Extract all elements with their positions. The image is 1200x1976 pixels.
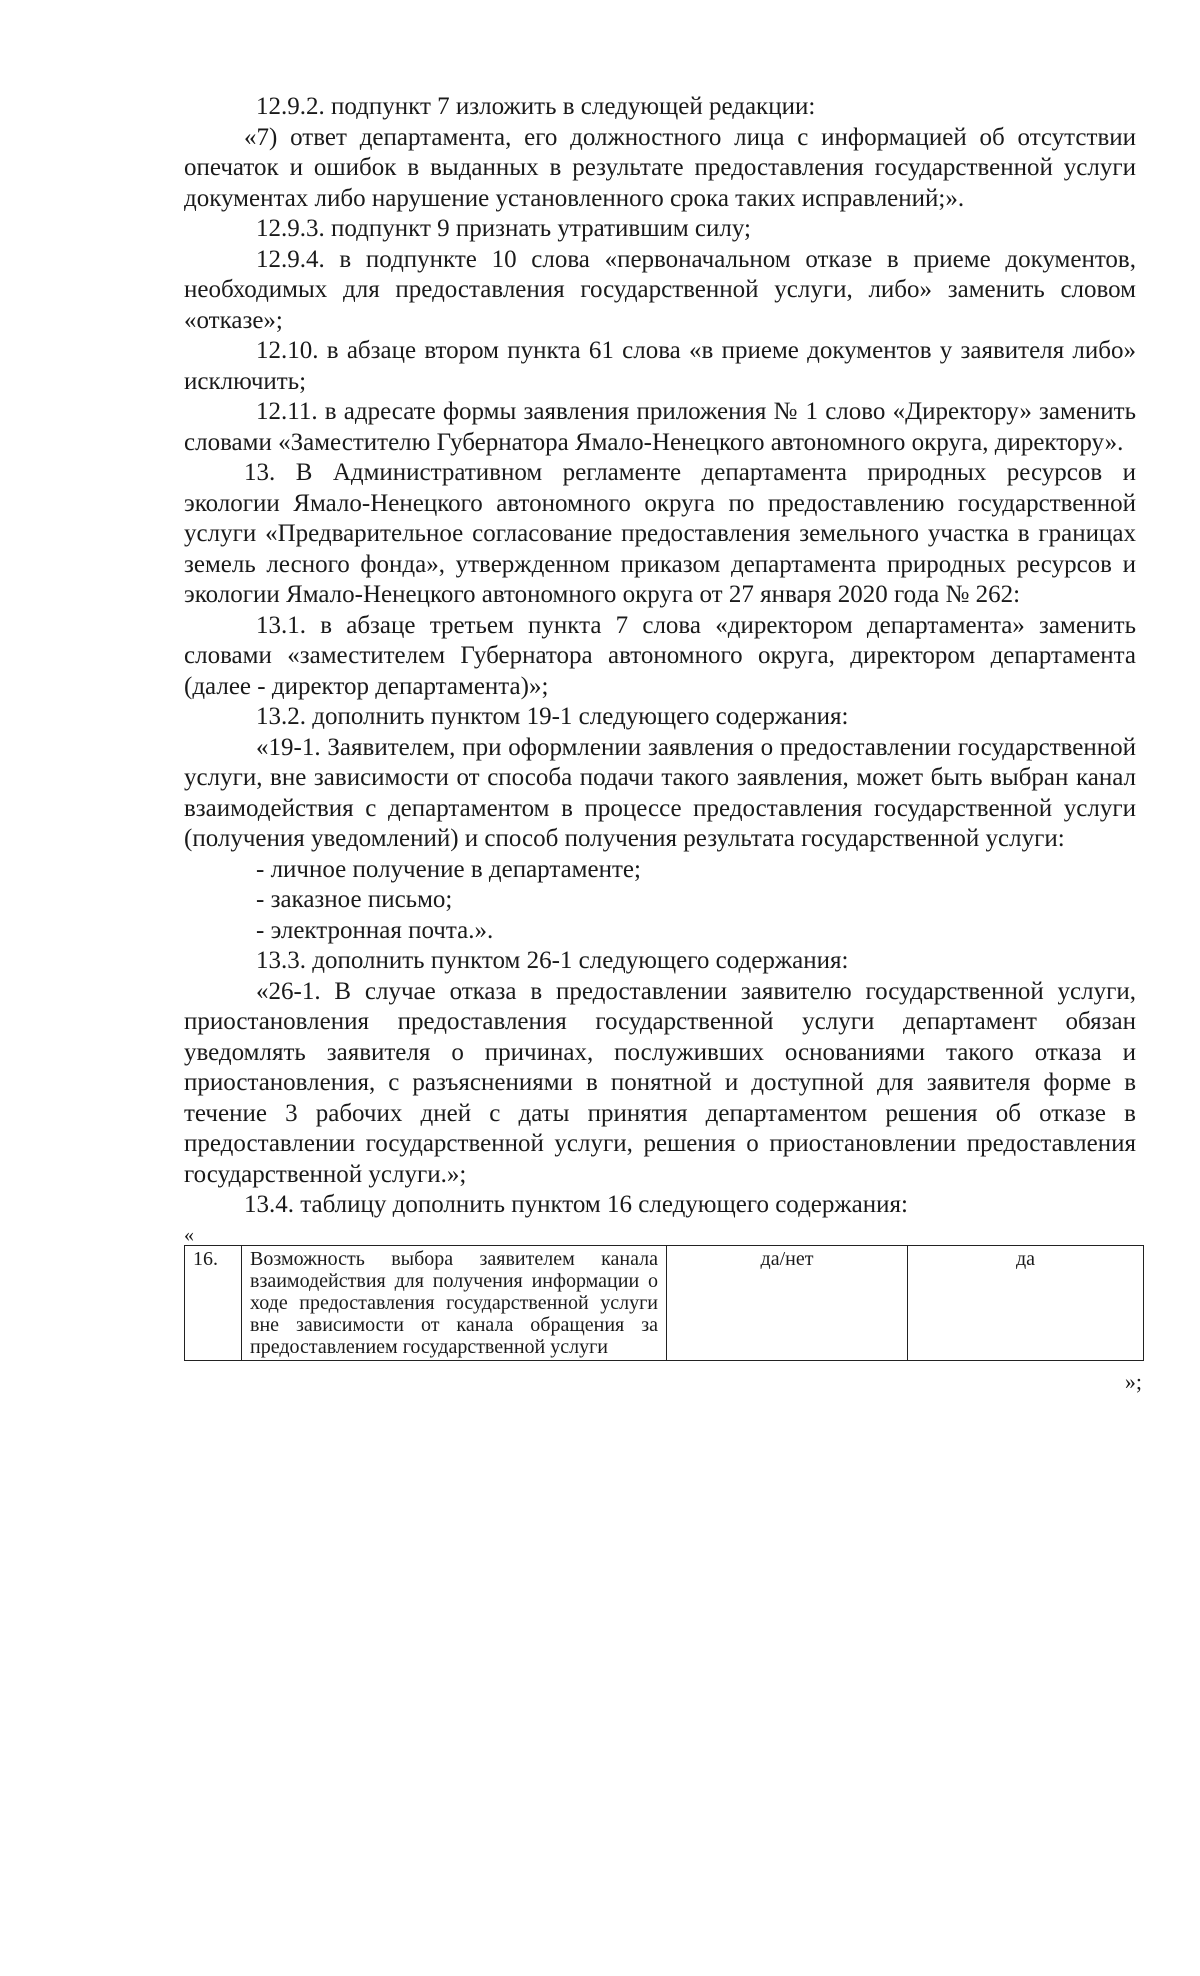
table-row [185,1245,1144,1360]
list-item-email: - электронная почта.». [256,916,494,944]
quote-open-mark: « [184,1223,194,1246]
paragraph-13-3: 13.3. дополнить пунктом 26-1 следующего содержания: [256,947,849,974]
paragraph-13-1: 13.1. в абзаце третьем пункта 7 слова «директором департамента» заменить словами «заместителем Губернатора автономного округа, директором департамента (далее - директор департамента)»; [184,611,1136,700]
paragraph-19-1: «19-1. Заявителем, при оформлении заявления о предоставлении государственной услуги, вне зависимости от способа подачи такого заявления, может быть выбран канал взаимодействия с департаментом в процессе предоставления государственной услуги (получения уведомлений) и способ получения результата государственной услуги: [184,733,1136,852]
paragraph-12-9-2: 12.9.2. подпункт 7 изложить в следующей редакции: [256,93,816,120]
row-number: 16. [185,1245,242,1360]
quote-close-mark: »; [1124,1368,1142,1394]
paragraph-12-9-4: 12.9.4. в подпункте 10 слова «первоначальном отказе в приеме документов, необходимых для предоставления государственной услуги, либо» заменить словом «отказе»; [184,245,1136,334]
document-body [184,92,1142,1397]
paragraph-13-4: 13.4. таблицу дополнить пунктом 16 следующего содержания: [244,1191,908,1218]
paragraph-26-1: «26-1. В случае отказа в предоставлении заявителю государственной услуги, приостановления предоставления государственной услуги департамент обязан уведомлять заявителя о причинах, послуживших основаниями такого отказа и приостановления, с разъяснениями в понятной и доступной для заявителя форме в течение 3 рабочих дней с даты принятия департаментом решения об отказе в предоставлении государственной услуги, решения о приостановлении предоставления государственной услуги.»; [184,977,1136,1188]
row-value: да [908,1245,1144,1360]
paragraph-12-11: 12.11. в адресате формы заявления приложения № 1 слово «Директору» заменить словами «Заместителю Губернатора Ямало-Ненецкого автономного округа, директору». [184,398,1136,456]
amendment-table [184,1245,1144,1361]
row-description: Возможность выбора заявителем канала взаимодействия для получения информации о ходе предоставления государственной услуги вне зависимости от канала обращения за предоставлением государственной услуги [242,1245,667,1360]
paragraph-12-10: 12.10. в абзаце втором пункта 61 слова «в приеме документов у заявителя либо» исключить; [184,337,1136,395]
paragraph-12-9-3: 12.9.3. подпункт 9 признать утратившим силу; [256,215,751,242]
paragraph-13: 13. В Административном регламенте департамента природных ресурсов и экологии Ямало-Ненецкого автономного округа по предоставлению государственной услуги «Предварительное согласование предоставления земельного участка в границах земель лесного фонда», утвержденном приказом департамента природных ресурсов и экологии Ямало-Ненецкого автономного округа от 27 января 2020 года № 262: [184,459,1136,608]
paragraph-quote-7: «7) ответ департамента, его должностного лица с информацией об отсутствии опечаток и ошибок в выданных в результате предоставления государственной услуги документах либо нарушение установленного срока таких исправлений;». [184,123,1136,212]
list-item-personal: - личное получение в департаменте; [256,855,641,883]
list-item-registered-mail: - заказное письмо; [256,886,453,913]
paragraph-13-2: 13.2. дополнить пунктом 19-1 следующего содержания: [256,703,849,730]
row-options: да/нет [667,1245,908,1360]
